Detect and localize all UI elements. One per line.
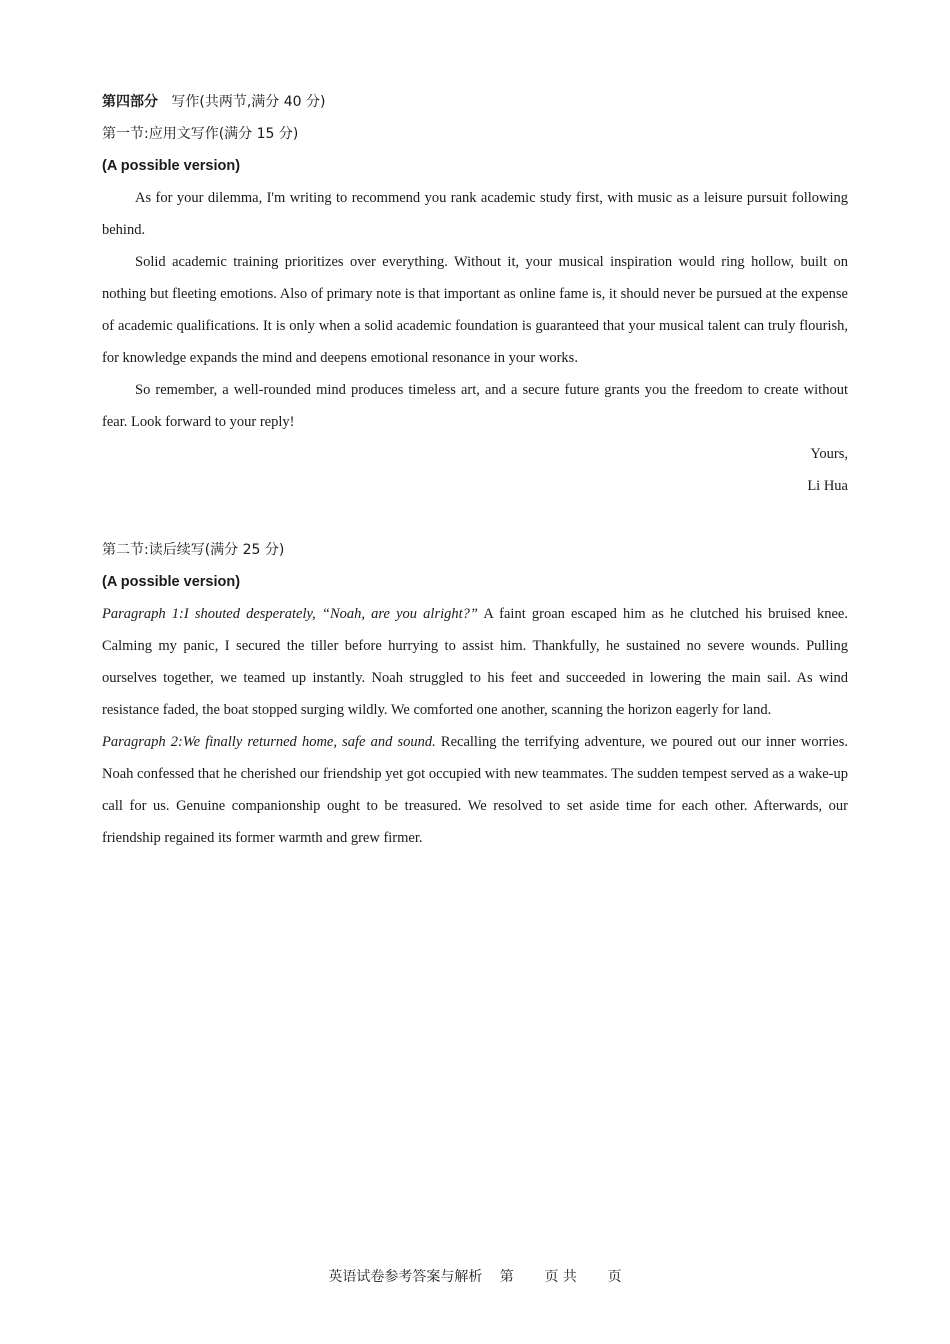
paragraph-2-italic-lead: We finally returned home, safe and sound. [182,734,436,750]
section2-title: 第二节:读后续写(满分 25 分) [102,542,285,558]
footer-page-mid: 页 共 [544,1269,577,1285]
paragraph-1-label: Paragraph 1: [102,606,184,622]
page-footer [0,1266,950,1286]
paragraph-1-quote: , “Noah, are you alright?” [312,606,478,622]
footer-title: 英语试卷参考答案与解析 [328,1269,483,1285]
letter-paragraph-2: Solid academic training prioritizes over everything. Without it, your musical inspiration would ring hollow, built on nothing but fleeting emotions. Also of primary note is that important as online fame is, it should never be pursued at the expense of academic qualifications. It is only when a solid academic foundation is guaranteed that your musical talent can truly flourish, for knowledge expands the mind and deepens emotional resonance in your works. [102,254,848,366]
part-title [102,86,848,118]
part-title-lead: 第四部分 [102,94,158,110]
section-gap [102,502,848,534]
continuation-paragraph-1 [102,598,848,726]
paragraph-2-body: Recalling the terrifying adventure, we poured out our inner worries. Noah confessed that he cherished our friendship yet got occupied with new teammates. The sudden tempest served as a wake-up call for us. Genuine companionship ought to be treasured. We resolved to set aside time for each other. Afterwards, our friendship regained its former warmth and grew firmer. [102,734,848,846]
paragraph-1-italic-lead: I shouted desperately [183,606,313,622]
section1-version-label: (A possible version) [102,158,241,174]
section1-title: 第一节:应用文写作(满分 15 分) [102,126,299,142]
letter-closing: Yours, [810,446,848,462]
paragraph-1-body: A faint groan escaped him as he clutched his bruised knee. Calming my panic, I secured the tiller before hurrying to assist him. Thankfully, he sustained no severe wounds. Pulling ourselves together, we teamed up instantly. Noah struggled to his feet and succeeded in lowering the main sail. As wind resistance faded, the boat stopped surging wildly. We comforted one another, scanning the horizon eagerly for land. [102,606,848,718]
section2-version-label: (A possible version) [102,574,241,590]
letter-paragraph-3: So remember, a well-rounded mind produces timeless art, and a secure future grants you the freedom to create without fear. Look forward to your reply! [102,382,848,430]
part-title-rest: 写作(共两节,满分 40 分) [171,94,326,110]
page-content [102,86,848,854]
footer-page-prefix: 第 [499,1269,514,1285]
paragraph-2-label: Paragraph 2: [102,734,183,750]
letter-paragraph-1: As for your dilemma, I'm writing to recommend you rank academic study first, with music as a leisure pursuit following behind. [102,190,848,238]
continuation-paragraph-2 [102,726,848,854]
letter-signature: Li Hua [807,478,848,494]
footer-page-suffix: 页 [607,1269,622,1285]
